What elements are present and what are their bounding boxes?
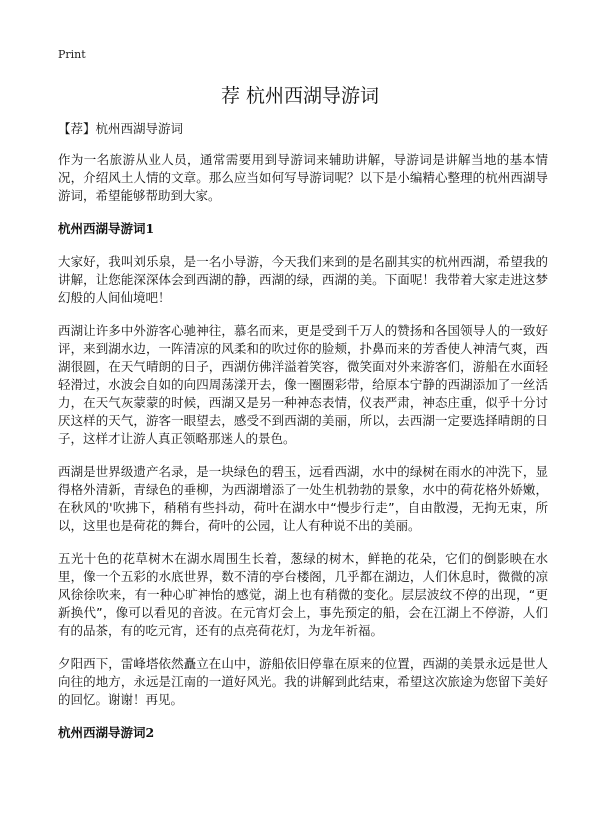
section1-paragraph: 大家好，我叫刘乐泉，是一名小导游，今天我们来到的是名副其实的杭州西湖，希望我的讲解，让您能深深体会到西湖的静，西湖的绿，西湖的美。下面呢！我带着大家走进这梦幻般的人间仙境吧！: [58, 254, 548, 305]
section1-paragraph: 西湖是世界级遗产名录，是一块绿色的碧玉，远看西湖，水中的绿树在雨水的冲洗下，显得格外清新，青绿色的垂柳，为西湖增添了一处生机勃勃的景象，水中的荷花格外娇嫩，在秋风的'吹拂下，稍稍有些抖动，荷叶在湖水中“慢步行走”，自由散漫，无拘无束，所以，这里也是荷花的舞台，荷叶的公园，让人有种说不出的美丽。: [58, 464, 548, 533]
section1-paragraph: 西湖让许多中外游客心驰神往，慕名而来，更是受到千万人的赞扬和各国领导人的一致好评，来到湖水边，一阵清凉的风柔和的吹过你的脸颊，扑鼻而来的芳香使人神清气爽，西湖很圆，在天气晴朗的日子，西湖仿佛洋溢着笑容，微笑面对外来游客们，游船在水面轻轻滑过，水波会自如的向四周荡漾开去，像一圈圈彩带，给原本宁静的西湖添加了一丝活力，在天气灰蒙蒙的时候，西湖又是另一种神态表情，仪表严肃，神态庄重，似乎十分讨厌这样的天气，游客一眼望去，感受不到西湖的美丽，所以，去西湖一定要选择晴朗的日子，这样才让游人真正领略那迷人的景色。: [58, 323, 548, 446]
section-title-2: 杭州西湖导游词2: [58, 725, 155, 740]
page-title: 荐 杭州西湖导游词: [220, 85, 380, 107]
article-subhead: 【荐】杭州西湖导游词: [58, 121, 184, 136]
section1-paragraph: 五光十色的花草树木在湖水周围生长着，葱绿的树木，鲜艳的花朵，它们的倒影映在水里，像一个五彩的水底世界，数不清的亭台楼阁，几乎都在湖边，人们休息时，微微的凉风徐徐吹来，有一种心旷神怡的感觉，湖上也有稍微的变化。层层波纹不停的出现，“更新换代”，像可以看见的音波。在元宵灯会上，事先预定的船，会在江湖上不停游，人们有的品茶，有的吃元宵，还有的点亮荷花灯，为龙年祈福。: [58, 551, 548, 638]
article-content: [58, 120, 548, 757]
section1-paragraph: 夕阳西下，雷峰塔依然矗立在山中，游船依旧停靠在原来的位置，西湖的美景永远是世人向往的地方，永远是江南的一道好风光。我的讲解到此结束，希望这次旅途为您留下美好的回忆。谢谢！再见。: [58, 656, 548, 707]
section-title-1: 杭州西湖导游词1: [58, 221, 155, 236]
intro-paragraph: 作为一名旅游从业人员，通常需要用到导游词来辅助讲解，导游词是讲解当地的基本情况，介绍风土人情的文章。那么应当如何写导游词呢？以下是小编精心整理的杭州西湖导游词，希望能够帮助到大家。: [58, 152, 548, 203]
print-link[interactable]: Print: [58, 48, 86, 61]
